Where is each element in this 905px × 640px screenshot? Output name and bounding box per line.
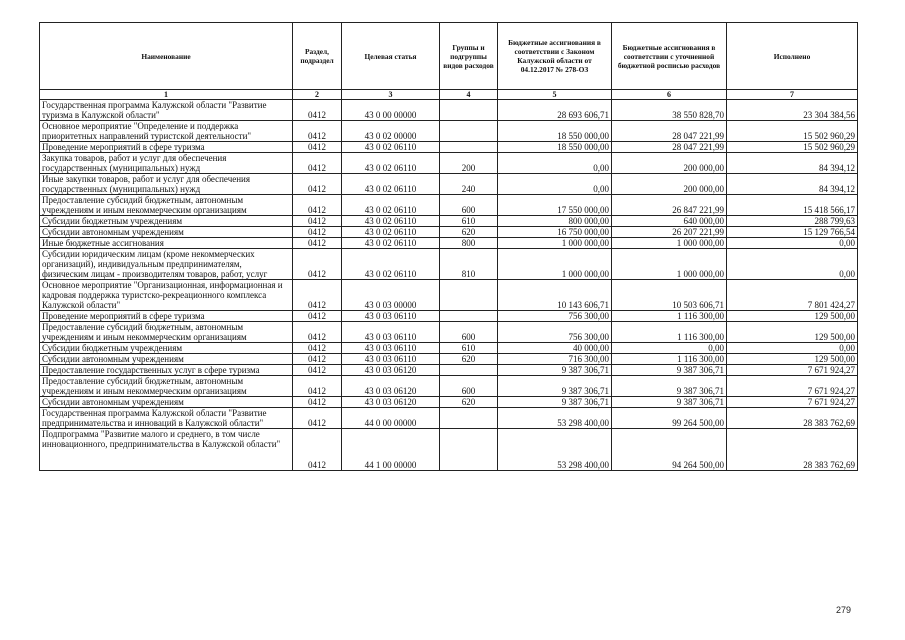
row-law-amount: 18 550 000,00 — [498, 142, 612, 153]
row-name: Предоставление субсидий бюджетным, автономным учреждениям и иным некоммерческим организациям — [40, 376, 293, 397]
row-group — [440, 365, 498, 376]
row-refined-amount: 9 387 306,71 — [612, 376, 727, 397]
row-target: 43 0 02 06110 — [342, 142, 440, 153]
table-row — [40, 216, 858, 227]
row-section: 0412 — [293, 195, 342, 216]
row-name: Иные закупки товаров, работ и услуг для обеспечения государственных (муниципальных) нужд — [40, 174, 293, 195]
row-name: Субсидии бюджетным учреждениям — [40, 216, 293, 227]
header-refined: Бюджетные ассигнования в соответствии с уточненной бюджетной росписью расходов — [612, 23, 727, 90]
row-section: 0412 — [293, 343, 342, 354]
row-executed-amount: 84 394,12 — [727, 153, 858, 174]
row-target: 43 0 02 00000 — [342, 121, 440, 142]
row-section: 0412 — [293, 142, 342, 153]
row-executed-amount: 288 799,63 — [727, 216, 858, 227]
row-section: 0412 — [293, 249, 342, 280]
row-executed-amount: 15 129 766,54 — [727, 227, 858, 238]
row-executed-amount: 28 383 762,69 — [727, 429, 858, 471]
row-name: Подпрограмма "Развитие малого и среднего, в том числе инновационного, предпринимательства в Калужской области" — [40, 429, 293, 471]
table-row — [40, 142, 858, 153]
row-group: 240 — [440, 174, 498, 195]
row-executed-amount: 0,00 — [727, 343, 858, 354]
row-executed-amount: 129 500,00 — [727, 354, 858, 365]
table-row — [40, 121, 858, 142]
row-section: 0412 — [293, 100, 342, 121]
row-target: 43 0 02 06110 — [342, 227, 440, 238]
table-row — [40, 311, 858, 322]
column-number: 3 — [342, 90, 440, 100]
row-executed-amount: 15 502 960,29 — [727, 121, 858, 142]
row-section: 0412 — [293, 365, 342, 376]
row-target: 43 0 03 06120 — [342, 365, 440, 376]
row-group — [440, 100, 498, 121]
row-name: Закупка товаров, работ и услуг для обеспечения государственных (муниципальных) нужд — [40, 153, 293, 174]
header-target: Целевая статья — [342, 23, 440, 90]
row-law-amount: 40 000,00 — [498, 343, 612, 354]
header-section: Раздел, подраздел — [293, 23, 342, 90]
row-target: 43 0 03 06110 — [342, 343, 440, 354]
row-section: 0412 — [293, 121, 342, 142]
row-target: 44 0 00 00000 — [342, 408, 440, 429]
table-row — [40, 354, 858, 365]
row-executed-amount: 0,00 — [727, 238, 858, 249]
column-number: 2 — [293, 90, 342, 100]
row-refined-amount: 94 264 500,00 — [612, 429, 727, 471]
row-refined-amount: 28 047 221,99 — [612, 121, 727, 142]
row-executed-amount: 28 383 762,69 — [727, 408, 858, 429]
row-group: 620 — [440, 227, 498, 238]
row-name: Иные бюджетные ассигнования — [40, 238, 293, 249]
row-target: 43 0 00 00000 — [342, 100, 440, 121]
row-refined-amount: 1 000 000,00 — [612, 238, 727, 249]
row-executed-amount: 129 500,00 — [727, 322, 858, 343]
column-number: 4 — [440, 90, 498, 100]
header-law: Бюджетные ассигнования в соответствии с Законом Калужской области от 04.12.2017 № 278-ОЗ — [498, 23, 612, 90]
row-group: 800 — [440, 238, 498, 249]
row-name: Проведение мероприятий в сфере туризма — [40, 311, 293, 322]
row-target: 43 0 03 00000 — [342, 280, 440, 311]
column-number: 5 — [498, 90, 612, 100]
row-target: 43 0 03 06110 — [342, 354, 440, 365]
row-executed-amount: 84 394,12 — [727, 174, 858, 195]
row-section: 0412 — [293, 408, 342, 429]
row-group — [440, 311, 498, 322]
row-name: Субсидии автономным учреждениям — [40, 354, 293, 365]
row-target: 43 0 02 06110 — [342, 216, 440, 227]
row-law-amount: 53 298 400,00 — [498, 408, 612, 429]
row-group — [440, 408, 498, 429]
table-row — [40, 153, 858, 174]
row-name: Предоставление государственных услуг в сфере туризма — [40, 365, 293, 376]
row-law-amount: 9 387 306,71 — [498, 376, 612, 397]
row-section: 0412 — [293, 322, 342, 343]
row-law-amount: 0,00 — [498, 153, 612, 174]
row-refined-amount: 200 000,00 — [612, 153, 727, 174]
row-group — [440, 280, 498, 311]
table-row — [40, 227, 858, 238]
row-group: 620 — [440, 354, 498, 365]
row-executed-amount: 7 671 924,27 — [727, 397, 858, 408]
row-refined-amount: 28 047 221,99 — [612, 142, 727, 153]
table-row — [40, 343, 858, 354]
column-number-row — [40, 90, 858, 100]
row-name: Субсидии автономным учреждениям — [40, 227, 293, 238]
row-section: 0412 — [293, 397, 342, 408]
row-target: 43 0 03 06110 — [342, 322, 440, 343]
row-refined-amount: 26 847 221,99 — [612, 195, 727, 216]
row-group: 620 — [440, 397, 498, 408]
row-group — [440, 142, 498, 153]
row-name: Проведение мероприятий в сфере туризма — [40, 142, 293, 153]
row-law-amount: 9 387 306,71 — [498, 397, 612, 408]
row-target: 43 0 02 06110 — [342, 174, 440, 195]
row-target: 43 0 02 06110 — [342, 195, 440, 216]
row-name: Государственная программа Калужской области "Развитие предпринимательства и инноваций в Калужской области" — [40, 408, 293, 429]
row-law-amount: 1 000 000,00 — [498, 249, 612, 280]
header-groups: Группы и подгруппы видов расходов — [440, 23, 498, 90]
row-section: 0412 — [293, 429, 342, 471]
header-row — [40, 23, 858, 90]
row-group — [440, 121, 498, 142]
row-law-amount: 800 000,00 — [498, 216, 612, 227]
row-name: Основное мероприятие "Организационная, информационная и кадровая поддержка туристско-рекреационного комплекса Калужской области" — [40, 280, 293, 311]
row-group: 600 — [440, 322, 498, 343]
row-refined-amount: 38 550 828,70 — [612, 100, 727, 121]
row-law-amount: 53 298 400,00 — [498, 429, 612, 471]
table-row — [40, 195, 858, 216]
column-number: 6 — [612, 90, 727, 100]
row-group: 810 — [440, 249, 498, 280]
row-law-amount: 16 750 000,00 — [498, 227, 612, 238]
row-executed-amount: 0,00 — [727, 249, 858, 280]
table-row — [40, 397, 858, 408]
table-row — [40, 429, 858, 471]
row-target: 43 0 03 06120 — [342, 397, 440, 408]
row-law-amount: 716 300,00 — [498, 354, 612, 365]
row-name: Субсидии юридическим лицам (кроме некоммерческих организаций), индивидуальным предпринимателям, физическим лицам - производителям товаров, работ, услуг — [40, 249, 293, 280]
row-executed-amount: 129 500,00 — [727, 311, 858, 322]
row-refined-amount: 1 116 300,00 — [612, 354, 727, 365]
row-refined-amount: 9 387 306,71 — [612, 365, 727, 376]
row-name: Субсидии бюджетным учреждениям — [40, 343, 293, 354]
row-refined-amount: 10 503 606,71 — [612, 280, 727, 311]
table-row — [40, 100, 858, 121]
row-law-amount: 9 387 306,71 — [498, 365, 612, 376]
row-refined-amount: 99 264 500,00 — [612, 408, 727, 429]
page-number: 279 — [836, 605, 852, 615]
row-refined-amount: 0,00 — [612, 343, 727, 354]
row-section: 0412 — [293, 227, 342, 238]
row-group: 200 — [440, 153, 498, 174]
row-section: 0412 — [293, 311, 342, 322]
row-target: 43 0 02 06110 — [342, 249, 440, 280]
row-group: 610 — [440, 343, 498, 354]
budget-body — [40, 100, 858, 471]
row-executed-amount: 15 502 960,29 — [727, 142, 858, 153]
row-law-amount: 17 550 000,00 — [498, 195, 612, 216]
row-law-amount: 10 143 606,71 — [498, 280, 612, 311]
row-section: 0412 — [293, 174, 342, 195]
row-refined-amount: 1 000 000,00 — [612, 249, 727, 280]
row-section: 0412 — [293, 280, 342, 311]
row-target: 43 0 02 06110 — [342, 153, 440, 174]
table-row — [40, 249, 858, 280]
table-row — [40, 280, 858, 311]
row-refined-amount: 640 000,00 — [612, 216, 727, 227]
row-refined-amount: 26 207 221,99 — [612, 227, 727, 238]
row-group: 610 — [440, 216, 498, 227]
row-section: 0412 — [293, 354, 342, 365]
row-name: Субсидии автономным учреждениям — [40, 397, 293, 408]
row-law-amount: 1 000 000,00 — [498, 238, 612, 249]
table-row — [40, 365, 858, 376]
header-executed: Исполнено — [727, 23, 858, 90]
row-law-amount: 0,00 — [498, 174, 612, 195]
row-refined-amount: 200 000,00 — [612, 174, 727, 195]
table-row — [40, 238, 858, 249]
row-target: 43 0 02 06110 — [342, 238, 440, 249]
row-section: 0412 — [293, 238, 342, 249]
row-section: 0412 — [293, 376, 342, 397]
column-number: 1 — [40, 90, 293, 100]
table-row — [40, 174, 858, 195]
row-executed-amount: 23 304 384,56 — [727, 100, 858, 121]
row-target: 43 0 03 06120 — [342, 376, 440, 397]
row-group — [440, 429, 498, 471]
row-name: Государственная программа Калужской области "Развитие туризма в Калужской области" — [40, 100, 293, 121]
row-executed-amount: 7 801 424,27 — [727, 280, 858, 311]
row-executed-amount: 15 418 566,17 — [727, 195, 858, 216]
row-section: 0412 — [293, 153, 342, 174]
row-group: 600 — [440, 376, 498, 397]
row-name: Основное мероприятие "Определение и поддержка приоритетных направлений туристской деятельности" — [40, 121, 293, 142]
row-executed-amount: 7 671 924,27 — [727, 376, 858, 397]
table-row — [40, 408, 858, 429]
row-target: 44 1 00 00000 — [342, 429, 440, 471]
row-law-amount: 18 550 000,00 — [498, 121, 612, 142]
row-target: 43 0 03 06110 — [342, 311, 440, 322]
row-name: Предоставление субсидий бюджетным, автономным учреждениям и иным некоммерческим организациям — [40, 322, 293, 343]
row-section: 0412 — [293, 216, 342, 227]
row-refined-amount: 1 116 300,00 — [612, 311, 727, 322]
column-number: 7 — [727, 90, 858, 100]
header-name: Наименование — [40, 23, 293, 90]
row-executed-amount: 7 671 924,27 — [727, 365, 858, 376]
row-refined-amount: 1 116 300,00 — [612, 322, 727, 343]
table-row — [40, 376, 858, 397]
row-refined-amount: 9 387 306,71 — [612, 397, 727, 408]
row-group: 600 — [440, 195, 498, 216]
budget-table — [39, 22, 858, 471]
row-law-amount: 756 300,00 — [498, 322, 612, 343]
row-law-amount: 756 300,00 — [498, 311, 612, 322]
budget-sheet — [39, 22, 858, 471]
row-name: Предоставление субсидий бюджетным, автономным учреждениям и иным некоммерческим организациям — [40, 195, 293, 216]
table-row — [40, 322, 858, 343]
row-law-amount: 28 693 606,71 — [498, 100, 612, 121]
